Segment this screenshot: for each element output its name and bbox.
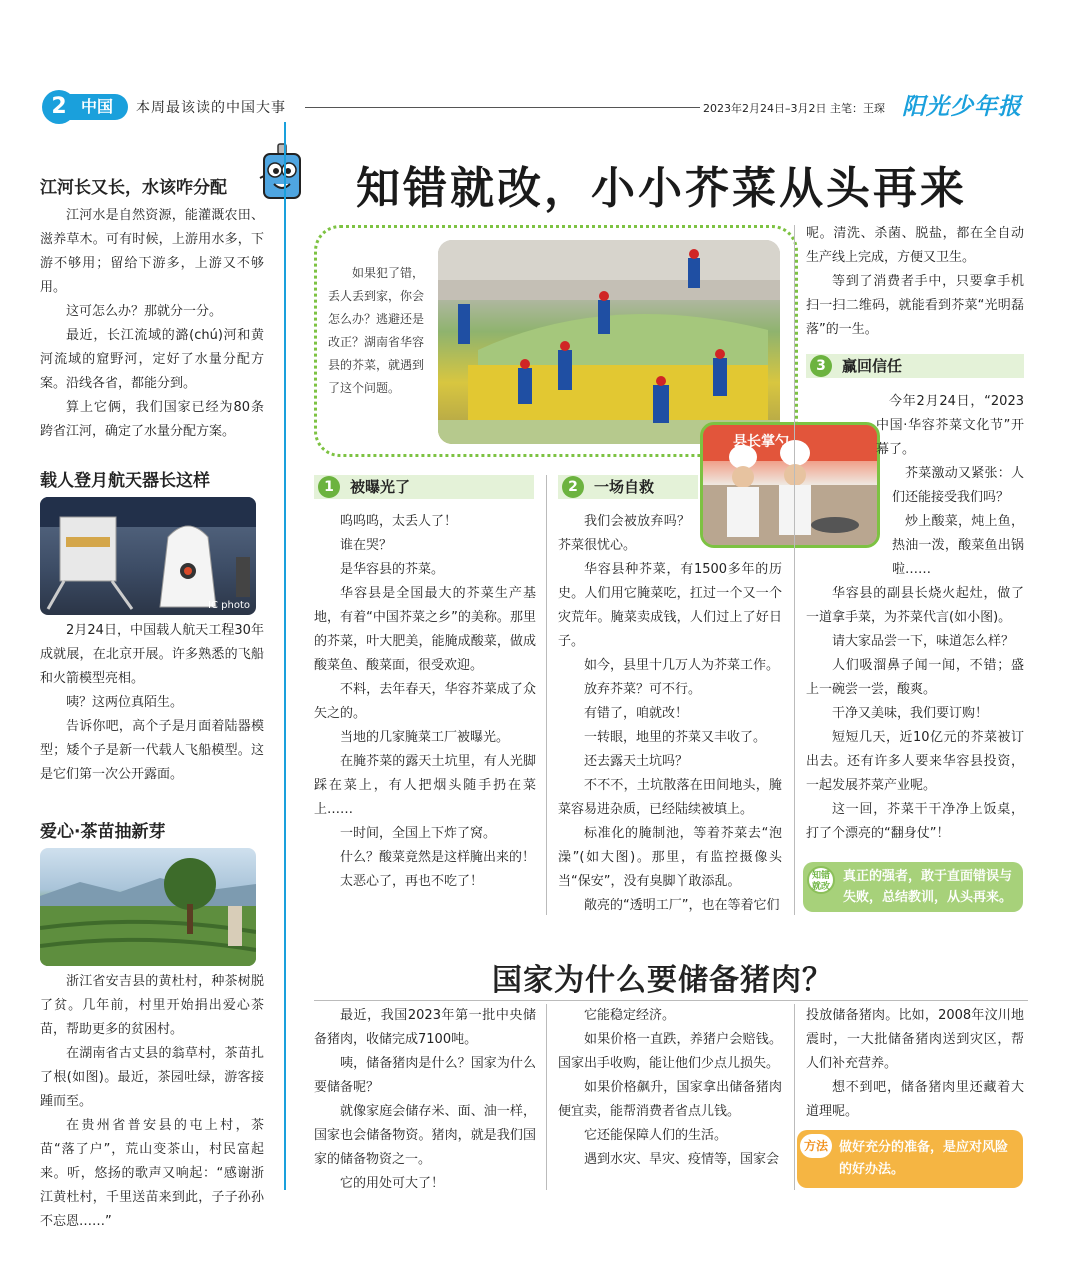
tea-para: 浙江省安吉县的黄杜村，种茶树脱了贫。几年前，村里开始捐出爱心茶苗，帮助更多的贫困村。 bbox=[40, 974, 264, 1037]
article-para: 等到了消费者手中，只要拿手机扫一扫二维码，就能看到芥菜“光明磊落”的一生。 bbox=[806, 274, 1024, 337]
pork-column-1 bbox=[314, 1004, 536, 1196]
article-para: 请大家品尝一下，味道怎么样？ bbox=[832, 634, 1015, 649]
tea-garden-illustration bbox=[40, 848, 256, 966]
water-para: 这可怎么办？那就分一分。 bbox=[66, 304, 223, 319]
pork-para: 就像家庭会储存米、面、油一样，国家也会储备物资。猪肉，就是我们国家的储备物资之一。 bbox=[314, 1104, 536, 1167]
photo-credit: IC photo bbox=[208, 600, 250, 611]
section-2-heading bbox=[558, 475, 698, 499]
pork-title-rule bbox=[314, 1000, 1028, 1001]
article-para: 芥菜激动又紧张：人们还能接受我们吗？ bbox=[892, 466, 1024, 505]
issue-date-editor: 2023年2月24日–3月2日 主笔：王琛 bbox=[703, 102, 885, 115]
tip-tag: 方法 bbox=[800, 1134, 832, 1158]
water-para: 江河水是自然资源，能灌溉农田、滋养草木。可有时候，上游用水多，下游不够用；留给下游多，上游又不够用。 bbox=[40, 208, 264, 295]
pork-para: 投放储备猪肉。比如，2008年汶川地震时，一大批储备猪肉送到灾区，帮人们补充营养。 bbox=[806, 1008, 1024, 1071]
article-para: 呢。清洗、杀菌、脱盐，都在全自动生产线上完成，方便又卫生。 bbox=[806, 226, 1024, 265]
article-para: 炒上酸菜，炖上鱼，热油一泼，酸菜鱼出锅啦…… bbox=[892, 514, 1024, 577]
article-para: 什么？酸菜竟然是这样腌出来的！ bbox=[340, 850, 536, 865]
article-para: 今年2月24日，“2023中国·华容芥菜文化节”开幕了。 bbox=[876, 394, 1024, 457]
section-number: 1 bbox=[318, 476, 340, 498]
article-para: 还去露天土坑吗？ bbox=[584, 754, 689, 769]
water-para: 最近，长江流域的潞(chú)河和黄河流域的窟野河，定好了水量分配方案。沿线各省，都能分到。 bbox=[40, 328, 264, 391]
column-separator bbox=[546, 475, 547, 915]
column-separator bbox=[794, 1004, 795, 1190]
section-2-continued bbox=[806, 222, 1024, 342]
pork-para: 它的用处可大了！ bbox=[340, 1176, 445, 1191]
section-3-body bbox=[806, 390, 1024, 846]
section-number: 3 bbox=[810, 355, 832, 377]
pork-para: 最近，我国2023年第一批中央储备猪肉，收储完成7100吨。 bbox=[314, 1008, 536, 1047]
pork-para: 它还能保障人们的生活。 bbox=[584, 1128, 728, 1143]
article-para: 有错了，咱就改！ bbox=[584, 706, 689, 721]
header-rule bbox=[305, 107, 700, 108]
article-para: 干净又美味，我们要订购！ bbox=[832, 706, 989, 721]
section-number: 2 bbox=[562, 476, 584, 498]
brand-logo: 阳光少年报 bbox=[902, 94, 1022, 120]
article-para: 华容县的副县长烧火起灶，做了一道拿手菜，为芥菜代言(如小图)。 bbox=[806, 586, 1024, 625]
note-tag: 知错就改 bbox=[807, 866, 835, 894]
article-para: 我们会被放弃吗？芥菜很忧心。 bbox=[558, 514, 690, 553]
section-heading-text: 赢回信任 bbox=[842, 357, 903, 375]
robot-mascot-icon bbox=[258, 142, 306, 204]
spacecraft-illustration bbox=[40, 497, 256, 615]
pork-article-title: 国家为什么要储备猪肉？ bbox=[492, 963, 833, 998]
pork-column-2 bbox=[558, 1004, 782, 1172]
article-para: 太恶心了，再也不吃了！ bbox=[340, 874, 484, 889]
article-para: 在腌芥菜的露天土坑里，有人光脚踩在菜上，有人把烟头随手扔在菜上…… bbox=[314, 754, 536, 817]
article-para: 不不不，土坑散落在田间地头，腌菜容易进杂质，已经陆续被填上。 bbox=[558, 778, 782, 817]
article-para: 如今，县里十几万人为芥菜工作。 bbox=[584, 658, 780, 673]
article-para: 短短几天，近10亿元的芥菜被订出去。还有许多人要来华容县投资，一起发展芥菜产业呢。 bbox=[806, 730, 1024, 793]
pork-para: 如果价格一直跌，养猪户会赔钱。国家出手收购，能让他们少点儿损失。 bbox=[558, 1032, 782, 1071]
pork-para: 遇到水灾、旱灾、疫情等，国家会 bbox=[584, 1152, 780, 1167]
article-para: 华容县种芥菜，有1500多年的历史。人们用它腌菜吃，扛过一个又一个灾荒年。腌菜卖成钱，人们过上了好日子。 bbox=[558, 562, 782, 649]
section-label: 中国 bbox=[66, 94, 128, 120]
article-para: 放弃芥菜？可不行。 bbox=[584, 682, 702, 697]
section-heading-text: 一场自救 bbox=[594, 478, 655, 496]
page-number: 2 bbox=[42, 90, 76, 124]
takeaway-note bbox=[803, 862, 1023, 912]
section-1-heading bbox=[314, 475, 534, 499]
factory-illustration bbox=[438, 240, 780, 444]
article-para: 标准化的腌制池，等着芥菜去“泡澡”(如大图)。那里，有监控摄像头当“保安”，没有臭脚丫敢添乱。 bbox=[558, 826, 782, 889]
pork-para: 它能稳定经济。 bbox=[584, 1008, 676, 1023]
section-2-body bbox=[558, 510, 782, 918]
tea-title: 爱心·茶苗抽新芽 bbox=[40, 822, 166, 842]
chef-banner-sign: 县长掌勺 bbox=[733, 434, 789, 450]
space-title: 载人登月航天器长这样 bbox=[40, 471, 210, 491]
article-para: 谁在哭？ bbox=[340, 538, 393, 553]
article-para: 不料，去年春天，华容芥菜成了众矢之的。 bbox=[314, 682, 536, 721]
pork-column-3 bbox=[806, 1004, 1024, 1124]
water-title: 江河长又长，水该咋分配 bbox=[40, 178, 227, 198]
pork-para: 想不到吧，储备猪肉里还藏着大道理呢。 bbox=[806, 1080, 1024, 1119]
column-separator bbox=[794, 225, 795, 915]
article-para: 是华容县的芥菜。 bbox=[340, 562, 445, 577]
tea-garden-photo bbox=[40, 848, 256, 966]
article-para: 敞亮的“透明工厂”，也在等着它们 bbox=[584, 898, 780, 913]
pork-para: 咦，储备猪肉是什么？国家为什么要储备呢？ bbox=[314, 1056, 536, 1095]
main-article-title: 知错就改，小小芥菜从头再来 bbox=[356, 163, 967, 214]
space-para: 2月24日，中国载人航天工程30年成就展，在北京开展。许多熟悉的飞船和火箭模型亮相。 bbox=[40, 623, 264, 686]
tip-text: 做好充分的准备，是应对风险的好办法。 bbox=[839, 1140, 1009, 1177]
article-para: 这一回，芥菜干干净净上饭桌，打了个漂亮的“翻身仗”！ bbox=[806, 802, 1024, 841]
spacecraft-photo bbox=[40, 497, 256, 615]
sidebar bbox=[40, 165, 264, 1234]
water-para: 算上它俩，我们国家已经为80条跨省江河，确定了水量分配方案。 bbox=[40, 400, 264, 439]
note-text: 真正的强者，敢于直面错误与失败，总结教训，从头再来。 bbox=[843, 869, 1013, 905]
column-divider bbox=[284, 122, 286, 1190]
section-3-heading bbox=[806, 354, 1024, 378]
article-para: 一时间，全国上下炸了窝。 bbox=[340, 826, 497, 841]
tea-para: 在湖南省古丈县的翁草村，茶苗扎了根(如图)。最近，茶园吐绿，游客接踵而至。 bbox=[40, 1046, 264, 1109]
method-tip bbox=[797, 1130, 1023, 1188]
space-para: 告诉你吧，高个子是月面着陆器模型；矮个子是新一代载人飞船模型。这是它们第一次公开露面。 bbox=[40, 719, 264, 782]
intro-text: 如果犯了错，丢人丢到家，你会怎么办？逃避还是改正？湖南省华容县的芥菜，就遇到了这个问题。 bbox=[328, 266, 425, 395]
section-1-body bbox=[314, 510, 536, 894]
space-para: 咦？这两位真陌生。 bbox=[66, 695, 184, 710]
article-para: 呜呜呜，太丢人了！ bbox=[340, 514, 458, 529]
article-para: 当地的几家腌菜工厂被曝光。 bbox=[340, 730, 510, 745]
column-separator bbox=[546, 1004, 547, 1190]
article-para: 一转眼，地里的芥菜又丰收了。 bbox=[584, 730, 767, 745]
article-para: 人们吸溜鼻子闻一闻，不错；盛上一碗尝一尝，酸爽。 bbox=[806, 658, 1024, 697]
article-para: 华容县是全国最大的芥菜生产基地，有着“中国芥菜之乡”的美称。那里的芥菜，叶大肥美，能腌成酸菜，做成酸菜鱼、酸菜面，很受欢迎。 bbox=[314, 586, 536, 673]
pickling-factory-photo bbox=[438, 240, 780, 444]
header-subtitle: 本周最该读的中国大事 bbox=[136, 100, 286, 116]
pork-para: 如果价格飙升，国家拿出储备猪肉便宜卖，能帮消费者省点儿钱。 bbox=[558, 1080, 782, 1119]
section-heading-text: 被曝光了 bbox=[350, 478, 411, 496]
tea-para: 在贵州省普安县的屯上村，茶苗“落了户”，荒山变茶山，村民富起来。听，悠扬的歌声又响起：“感谢浙江黄杜村，千里送苗来到此，子子孙孙不忘恩……” bbox=[40, 1118, 264, 1229]
